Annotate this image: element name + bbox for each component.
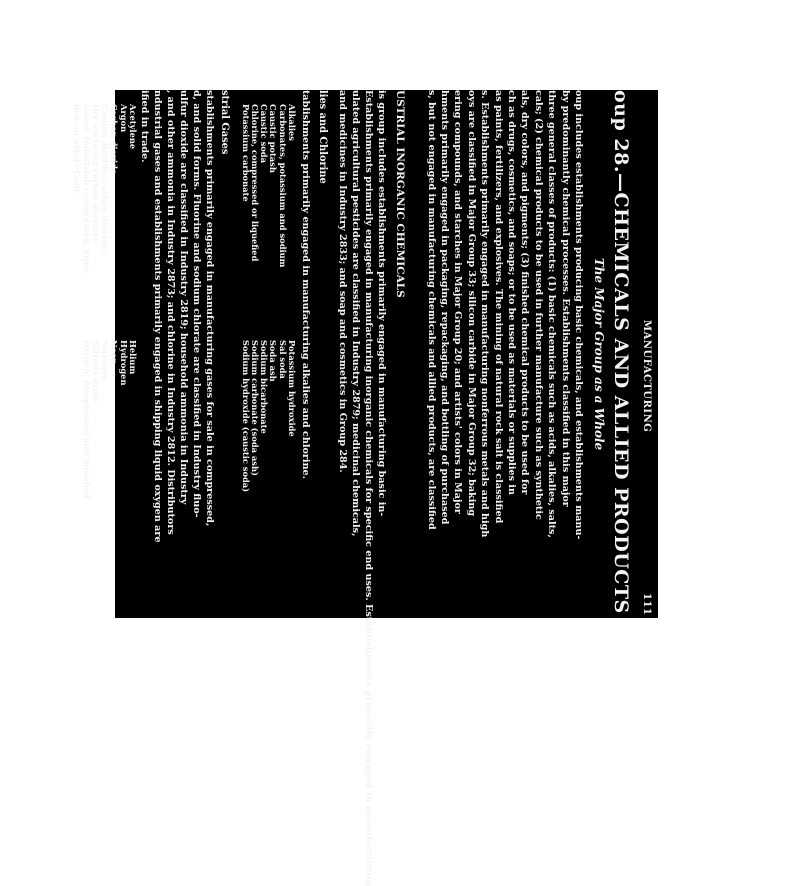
intro-line: cals; (2) chemical products to be used in further manufacture such as synthetic — [532, 90, 544, 520]
page-number: 111 — [641, 593, 652, 616]
alkalies-list-right — [240, 340, 296, 492]
gases-line: stablishments primarily engaged in manufacturing gases for sale in compressed, — [204, 90, 215, 527]
intro-line: als, dry colors, and pigments; (3) finished chemical products to be used for — [519, 90, 531, 495]
gases-list-left — [72, 104, 137, 276]
list-item: Sodium bicarbonate — [259, 340, 270, 434]
intro-line: s. Establishments primarily engaged in manufacturing nonferrous metals and high — [479, 90, 491, 538]
list-item: Potassium carbonate — [240, 104, 251, 202]
section-line: and medicines in Industry 2833; and soap and cosmetics in Group 284. — [337, 90, 348, 473]
list-item: Hydrogen — [118, 340, 129, 386]
section-paragraph — [336, 90, 388, 886]
list-item: Sodium carbonate (soda ash) — [249, 340, 260, 476]
intro-line: oup includes establishments producing basic chemicals, and establishments manu- — [573, 90, 584, 540]
list-item: Caustic potash — [268, 104, 279, 173]
gases-line: ulfur dioxide are classified in Industry 2819; household ammonia in Industry — [178, 90, 189, 505]
alkalies-list-left — [240, 104, 296, 267]
alkalies-lead — [299, 90, 312, 620]
gases-paragraph — [138, 90, 216, 620]
intro-line: by predominantly chemical processes. Establishments classified in this major — [559, 90, 571, 507]
list-item: Chlorine, compressed or liquefied — [249, 104, 260, 262]
intro-line: ering compounds, and starches in Major Group 20; and artists' colors in Major — [452, 90, 464, 514]
list-item: Gases, industrial: compressed, lique- — [81, 104, 92, 277]
section-line: is group includes establishments primarily engaged in manufacturing basic in- — [376, 90, 387, 517]
intro-paragraph — [424, 90, 585, 620]
rotated-page-content — [72, 90, 658, 886]
intro-line: three general classes of products: (1) basic chemicals such as acids, alkalies, salts, — [546, 90, 558, 538]
list-item: Acetylene — [128, 104, 138, 150]
gases-list-right — [81, 340, 137, 499]
intro-line: s, but not engaged in manufacturing chemicals and allied products, are classified — [425, 90, 437, 530]
list-item: Nitrogen — [100, 340, 111, 382]
list-item: Caustic soda — [259, 104, 270, 163]
list-item: Soda ash — [268, 340, 279, 382]
group-title: oup 28.—CHEMICALS AND ALLIED PRODUCTS — [610, 90, 632, 614]
list-item: Carbon dioxide (carbon dioxide) — [100, 104, 111, 254]
list-item: Carbonates, potassium and sodium — [277, 104, 288, 268]
intro-line: ch as drugs, cosmetics, and soaps; or to be used as materials or supplies in — [505, 90, 517, 495]
list-item: Carbon dioxide — [109, 104, 120, 175]
list-item: Alkalies — [287, 104, 297, 141]
section-heading: USTRIAL INORGANIC CHEMICALS — [394, 90, 406, 298]
list-item: Oxygen, compressed and liquefied — [81, 340, 92, 499]
scanned-page — [72, 90, 658, 886]
alkalies-lead-line: tablishments primarily engaged in manufacturing alkalies and chlorine. — [300, 90, 311, 479]
list-item: Helium — [128, 340, 138, 375]
list-item: Sal soda — [277, 340, 288, 379]
list-item: Dry ice (solid carbon dioxide) — [90, 104, 101, 242]
list-item: Sodium hydroxide (caustic soda) — [240, 340, 251, 493]
intro-line: hments primarily engaged in packaging, repackaging, and bottling of purchased — [438, 90, 450, 525]
gases-line: d, and solid forms. Fluorine and sodium chlorate are classified in Industry fluo- — [191, 90, 202, 518]
gases-line: ified in trade. — [139, 90, 150, 163]
list-item: Argon — [118, 104, 129, 133]
list-item: Neon — [109, 340, 120, 365]
list-item: Nitrous oxide — [90, 340, 101, 403]
section-line: ulated agricultural pesticides are classified in Industry 2879; medicinal chemicals, — [350, 90, 361, 537]
group-subtitle: The Major Group as a Whole — [592, 257, 606, 451]
running-head — [638, 90, 652, 618]
gases-line: , and other ammonia in Industry 2873; and chlorine in Industry 2812. Distributors — [165, 90, 176, 535]
intro-line: oys are classified in Major Group 33; silicon carbide in Major Group 32; baking — [465, 90, 477, 517]
list-item: fied, or solid—Cont. — [72, 104, 83, 196]
alkalies-heading: lies and Chlorine — [317, 90, 328, 184]
gases-line: ndustrial gases and establishments primarily engaged in shipping liquid oxygen are — [152, 90, 163, 543]
running-head-title: MANUFACTURING — [641, 320, 652, 433]
gases-heading: strial Gases — [219, 90, 230, 155]
section-line: Establishments primarily engaged in manufacturing inorganic chemicals for specific end uses. Establishments primarily engaged in manufacturing — [363, 90, 374, 886]
list-item: Potassium hydroxide — [287, 340, 297, 437]
intro-line: as paints, fertilizers, and explosives. The mining of natural rock salt is classified — [492, 90, 504, 524]
